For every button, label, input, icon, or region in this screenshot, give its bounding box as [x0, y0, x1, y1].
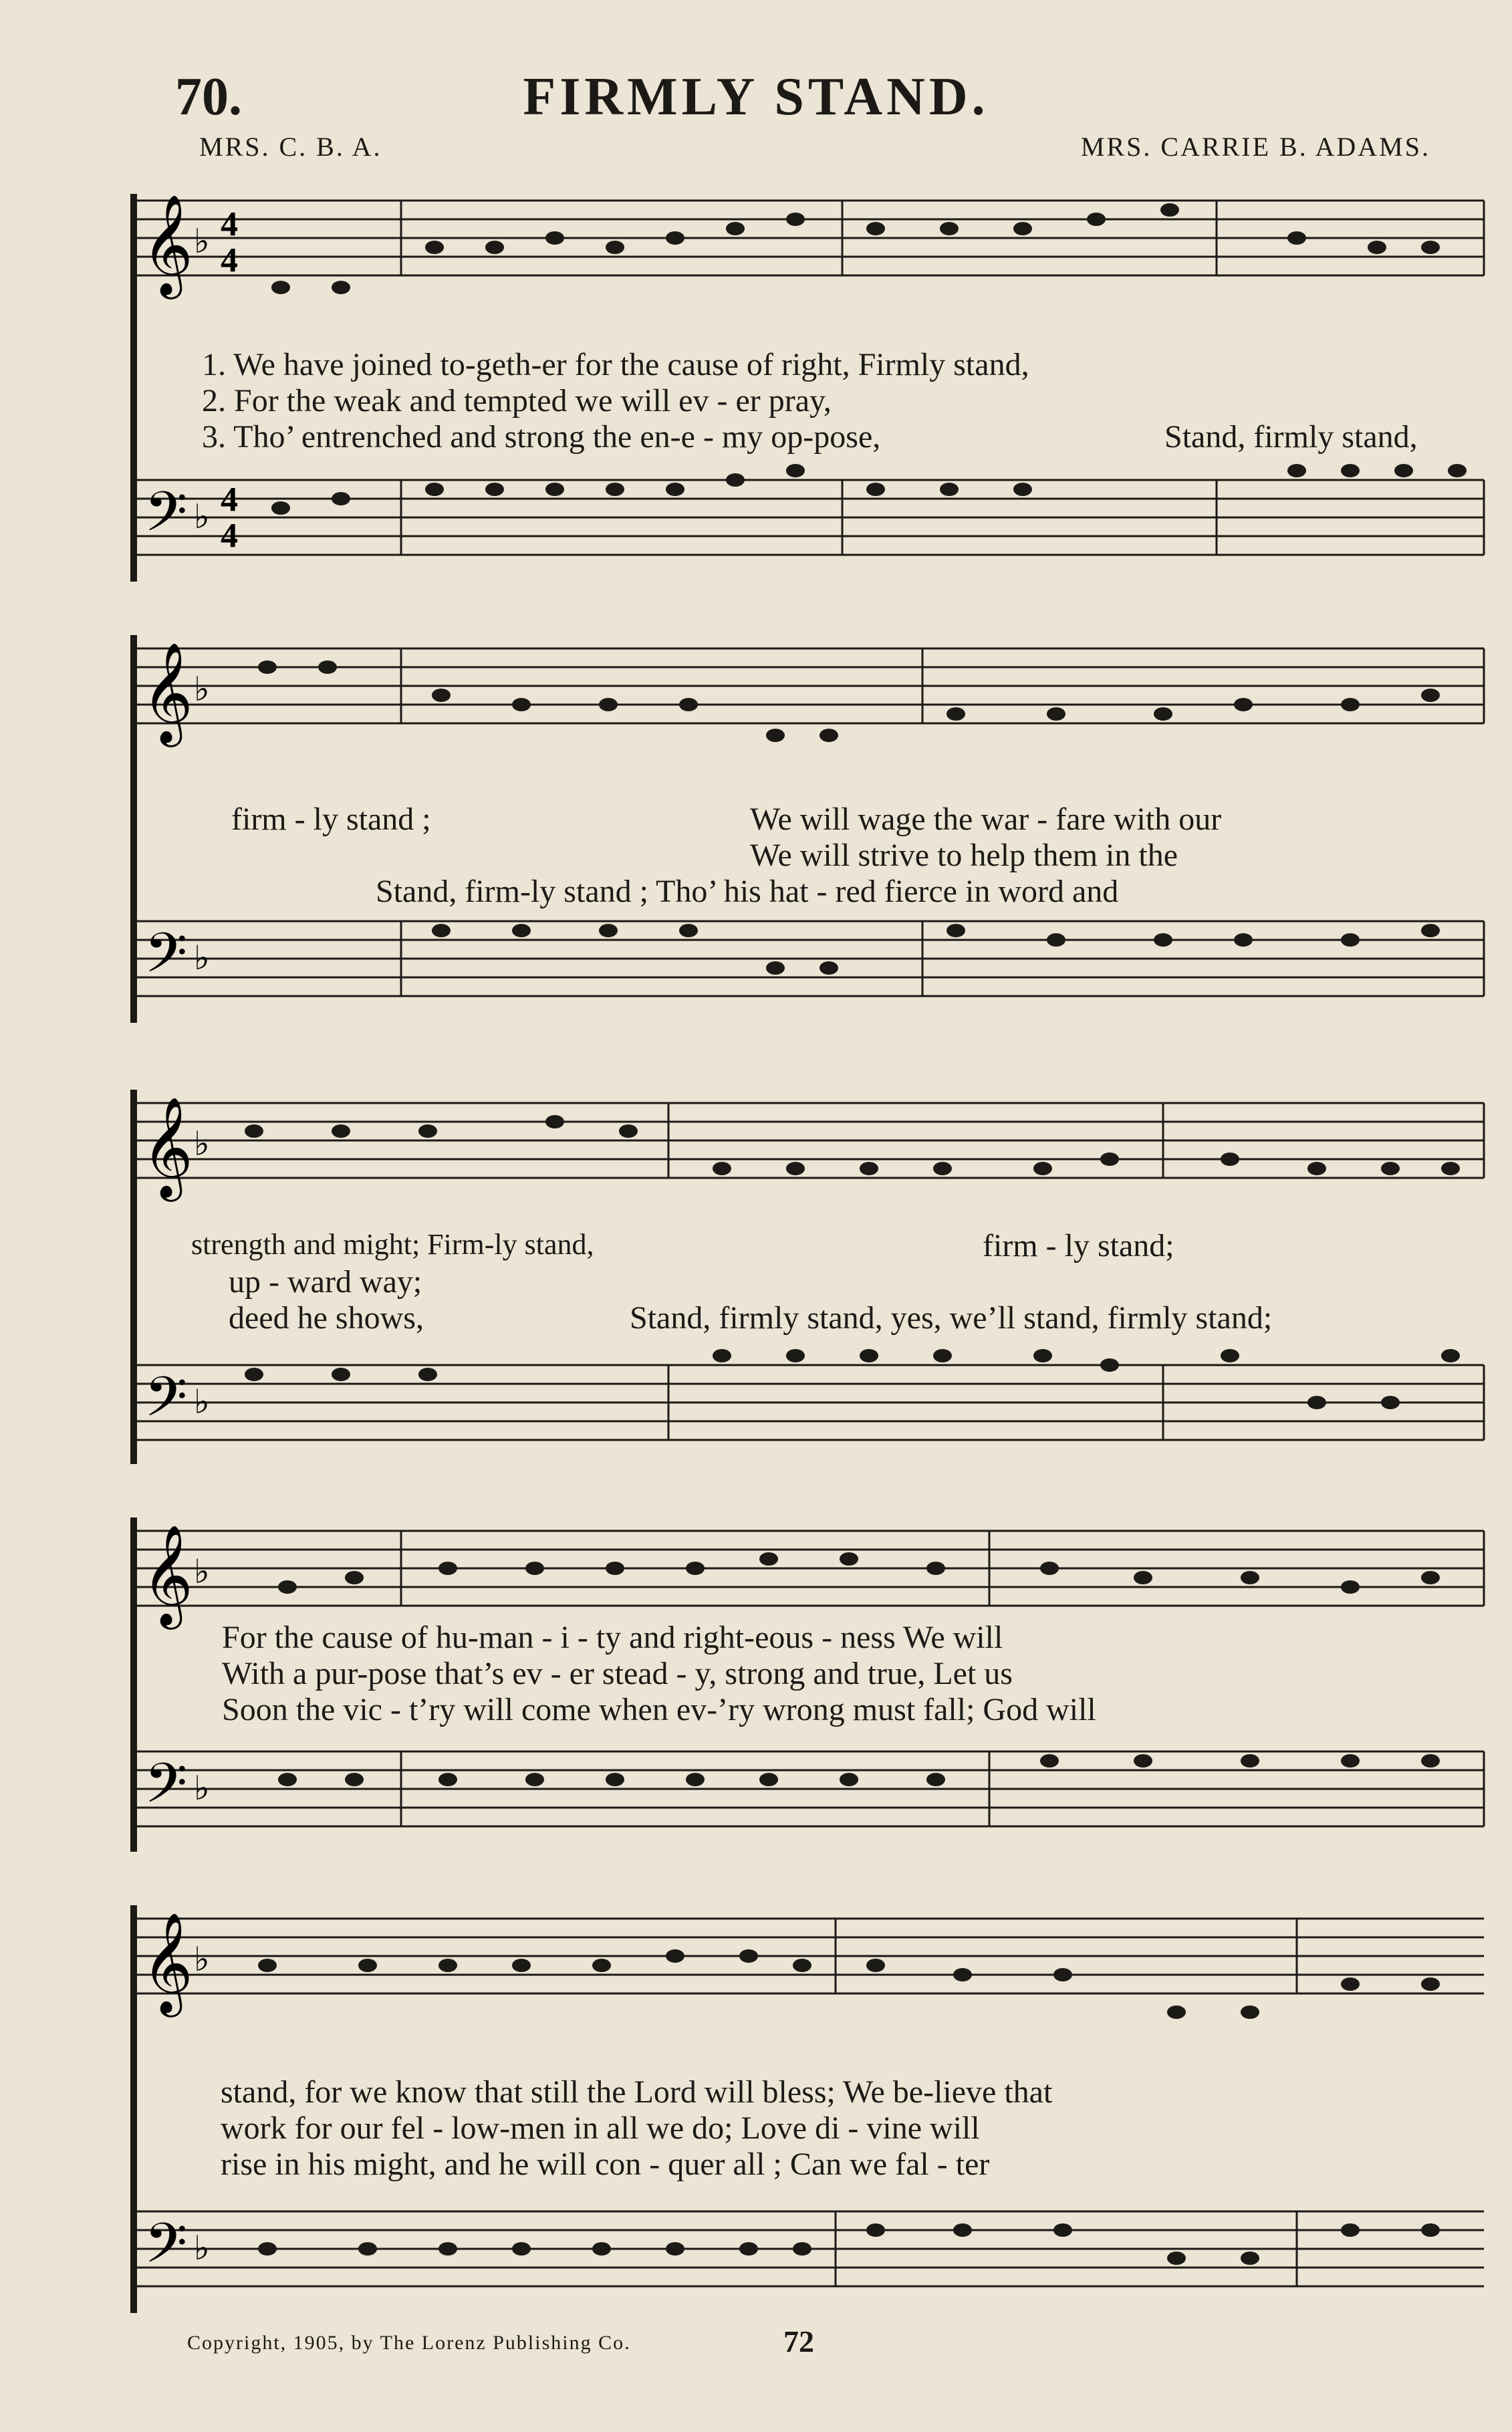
lyric-line: strength and might; Firm-ly stand, [191, 1228, 594, 1261]
lyric-line: firm - ly stand ; [231, 802, 431, 837]
music-system-5 [120, 1892, 1485, 2313]
svg-text:♭: ♭ [194, 497, 210, 536]
svg-text:𝄢: 𝄢 [144, 479, 188, 558]
lyric-line: up - ward way; [229, 1264, 422, 1300]
svg-text:𝄢: 𝄢 [144, 921, 188, 999]
lyric-line: We will wage the war - fare with our [750, 802, 1222, 837]
lyric-line: rise in his might, and he will con - quer all ; Can we fal - ter [221, 2147, 990, 2182]
svg-text:♭: ♭ [194, 1940, 210, 1979]
svg-text:𝄞: 𝄞 [142, 1096, 193, 1197]
svg-text:𝄢: 𝄢 [144, 2211, 188, 2289]
lyric-line: 2. For the weak and tempted we will ev - er pray, [202, 383, 832, 418]
music-system-2 [120, 622, 1485, 1023]
lyric-line: Stand, firmly stand, [1164, 419, 1418, 455]
lyric-line: 3. Tho’ entrenched and strong the en-e - my op-pose, [202, 419, 881, 455]
svg-text:𝄢: 𝄢 [144, 1751, 188, 1829]
lyric-line: Soon the vic - t’ry will come when ev-’ry wrong must fall; God will [222, 1692, 1096, 1727]
svg-text:𝄞: 𝄞 [142, 641, 193, 743]
svg-text:♭: ♭ [194, 1552, 210, 1591]
hymn-title: FIRMLY STAND. [523, 68, 989, 126]
svg-text:𝄞: 𝄞 [142, 1911, 193, 2013]
svg-text:4: 4 [221, 481, 238, 519]
svg-text:4: 4 [221, 517, 238, 555]
lyric-line: With a pur-pose that’s ev - er stead - y, strong and true, Let us [222, 1656, 1013, 1691]
music-system-4 [120, 1504, 1485, 1852]
svg-text:♭: ♭ [194, 2229, 210, 2268]
svg-text:♭: ♭ [194, 1382, 210, 1421]
svg-text:♭: ♭ [194, 670, 210, 709]
svg-text:𝄞: 𝄞 [142, 1524, 193, 1625]
page-number: 72 [783, 2324, 814, 2358]
svg-text:♭: ♭ [194, 1124, 210, 1163]
lyric-line: firm - ly stand; [983, 1228, 1174, 1263]
svg-text:♭: ♭ [194, 939, 210, 977]
music-author: MRS. CARRIE B. ADAMS. [1080, 132, 1430, 162]
copyright-notice: Copyright, 1905, by The Lorenz Publishing Co. [187, 2332, 631, 2354]
words-author: MRS. C. B. A. [199, 132, 382, 162]
lyric-line: For the cause of hu-man - i - ty and right-eous - ness We will [222, 1620, 1003, 1655]
svg-text:4: 4 [221, 205, 238, 243]
lyric-line: Stand, firmly stand, yes, we’ll stand, firmly stand; [630, 1300, 1273, 1336]
svg-text:𝄞: 𝄞 [142, 193, 193, 295]
hymn-number: 70. [175, 68, 242, 126]
lyric-line: stand, for we know that still the Lord will bless; We be-lieve that [221, 2074, 1053, 2110]
svg-text:𝄢: 𝄢 [144, 1364, 188, 1443]
lyric-line: 1. We have joined to-geth-er for the cause of right, Firmly stand, [202, 347, 1029, 382]
lyric-line: Stand, firm-ly stand ; Tho’ his hat - red fierce in word and [376, 874, 1119, 909]
lyric-line: work for our fel - low-men in all we do; Love di - vine will [221, 2110, 980, 2146]
music-system-3 [120, 1076, 1485, 1464]
svg-text:♭: ♭ [194, 1769, 210, 1808]
svg-text:♭: ♭ [194, 222, 210, 261]
svg-text:4: 4 [221, 241, 238, 279]
music-system-1 [120, 180, 1485, 582]
lyric-line: deed he shows, [229, 1300, 424, 1336]
lyric-line: We will strive to help them in the [750, 838, 1178, 873]
